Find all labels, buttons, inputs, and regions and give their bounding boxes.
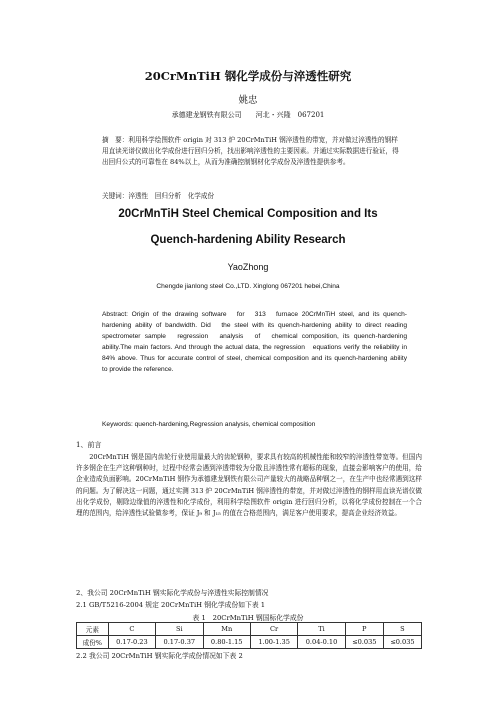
- section2-heading: 2、我公司 20CrMnTiH 钢实际化学成份与淬透性实际控制情况: [76, 589, 269, 597]
- table1-header-cell: Ti: [298, 623, 345, 636]
- section1-paragraph: 20CrMnTiH 钢是国内齿轮行业使用量最大的齿轮钢种，要求具有较高的机械性能和较窄的淬透性带宽等。但国内许多钢企在生产这种钢种时，过程中经常会遇到淬透带较为分散且淬透性常有超标的现象，直接会影响客户的使用，给企业造成负面影响。20CrMnTiH 钢作为承德建龙钢铁有限公司产量较大的战略品种钢之一，在生产中也经常遇到这样的问题。为了解决这一问题，通过实测 313 炉 20CrMnTiH 钢淬透性的带宽，并对做过淬透性的钢样用直读光谱仪做出化学成份，剔除边缘值的淬透性和化学成份，利用科学绘图软件 origin 进行回归分析，以将化学成份控制在一个合理的范围内，给淬透性试验做参考，保证 J₉ 和 J₁₅ 的值在合格范围内，满足客户使用要求，提高企业经济效益。: [76, 453, 422, 518]
- table1-cell: 0.04-0.10: [298, 636, 345, 649]
- table1-header-cell: 元素: [77, 623, 109, 636]
- table1-cell: 1.00-1.35: [250, 636, 297, 649]
- table1-header-cell: Si: [156, 623, 203, 636]
- keywords-cn: 关键词：淬透性 回归分析 化学成份: [102, 192, 215, 200]
- section1-body: [76, 452, 422, 519]
- paper-title-cn: 20CrMnTiH 钢化学成份与淬透性研究: [144, 69, 352, 83]
- table1-cell: 成份%: [77, 636, 109, 649]
- table1-cell: ≤0.035: [345, 636, 383, 649]
- table1-header-cell: Cr: [250, 623, 297, 636]
- section2-1-heading: 2.1 GB/T5216-2004 规定 20CrMnTiH 钢化学成份如下表 1: [76, 601, 266, 609]
- author-name-cn: 姚忠: [238, 95, 258, 106]
- paper-title-en-line2: Quench-hardening Ability Research: [150, 234, 346, 246]
- table1-row: [77, 636, 422, 649]
- affiliation-cn: 承德建龙钢铁有限公司 河北・兴隆 067201: [171, 111, 325, 119]
- abstract-cn: 摘 要：利用科学绘图软件 origin 对 313 炉 20CrMnTiH 钢淬透性的带宽，并对做过淬透性的钢样用直读光谱仪做出化学成份进行回归分析，找出影响淬透性的主要因素。并通过实际数据进行验证，得出回归公式的可靠性在 84%以上，从而为准确控制钢材化学成份及淬透性提供参考。: [102, 136, 399, 166]
- table1: [76, 622, 422, 649]
- paper-title-en-line1: 20CrMnTiH Steel Chemical Composition and Its: [118, 208, 378, 220]
- section2-2-heading: 2.2 我公司 20CrMnTiH 钢实际化学成份情况如下表 2: [76, 652, 243, 660]
- table1-header-cell: P: [345, 623, 383, 636]
- table1-cell: 0.17-0.37: [156, 636, 203, 649]
- table1-header-cell: S: [383, 623, 421, 636]
- section1-heading: 1、前言: [76, 441, 102, 449]
- table1-cell: 0.80-1.15: [203, 636, 250, 649]
- table1-header-cell: C: [108, 623, 155, 636]
- author-name-en: YaoZhong: [227, 262, 269, 272]
- table1-header-cell: Mn: [203, 623, 250, 636]
- table1-cell: ≤0.035: [383, 636, 421, 649]
- table1-cell: 0.17-0.23: [108, 636, 155, 649]
- abstract-en: Abstract: Origin of the drawing software for 313 furnace 20CrMnTiH steel, and its quench-hardening ability of bandwidth. Did the steel with its quench-hardening ability to direct reading spectrometer sample regression analysis of chemical composition, its quench-hardening ability.The main factors. And through the actual data, the regression equations verify the reliability in 84% above. Thus for accurate control of steel, chemical composition and its quench-hardening ability to provide the reference.: [102, 311, 414, 374]
- keywords-en: Keywords: quench-hardening,Regression analysis, chemical composition: [102, 421, 316, 428]
- affiliation-en: Chengde jianlong steel Co.,LTD. Xinglong 067201 hebei,China: [156, 283, 340, 290]
- table1-caption: 表 1 20CrMnTiH 钢国标化学成份: [192, 614, 304, 622]
- table1-header-row: [77, 623, 422, 636]
